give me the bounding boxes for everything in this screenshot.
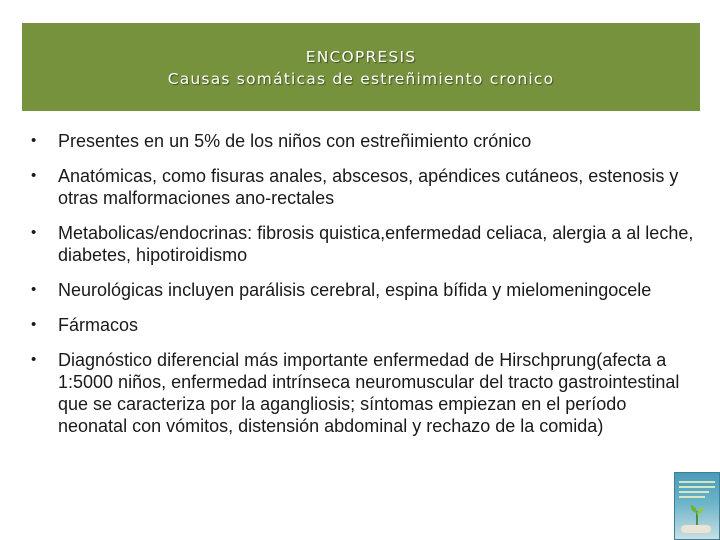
bullet-text: Metabolicas/endocrinas: fibrosis quistica,enfermedad celiaca, alergia a al leche, diabetes, hipotiroidismo [58,223,694,265]
bullet-text: Presentes en un 5% de los niños con estreñimiento crónico [58,131,532,151]
bullet-dot-icon: • [31,224,37,241]
slide-subtitle: Causas somáticas de estreñimiento cronico [167,70,555,88]
cover-title-band [679,496,705,498]
bullet-item [26,222,698,266]
bullet-list [26,130,698,450]
cover-base-shape [681,525,711,533]
bullet-dot-icon: • [31,351,37,368]
bullet-dot-icon: • [31,167,37,184]
cover-title-band [679,481,715,483]
slide-title: ENCOPRESIS [305,48,417,66]
bullet-dot-icon: • [31,281,37,298]
bullet-dot-icon: • [31,316,37,333]
bullet-text: Fármacos [58,315,139,335]
bullet-item [26,349,698,437]
book-cover-icon [674,472,720,540]
bullet-item [26,130,698,152]
bullet-item [26,314,698,336]
bullet-dot-icon: • [31,132,37,149]
plant-icon [689,503,705,525]
title-banner [22,23,700,111]
bullet-item [26,279,698,301]
bullet-text: Anatómicas, como fisuras anales, abscesos, apéndices cutáneos, estenosis y otras malformaciones ano-rectales [58,166,679,208]
cover-title-band [679,486,715,488]
bullet-item [26,165,698,209]
bullet-text: Neurológicas incluyen parálisis cerebral, espina bífida y mielomeningocele [58,280,652,300]
cover-title-band [679,491,709,493]
bullet-text: Diagnóstico diferencial más importante enfermedad de Hirschprung(afecta a 1:5000 niños, enfermedad intrínseca neuromuscular del tracto gastrointestinal que se caracteriza por la agangliosis; síntomas empiezan en el período neonatal con vómitos, distensión abdominal y rechazo de la comida) [58,350,680,436]
